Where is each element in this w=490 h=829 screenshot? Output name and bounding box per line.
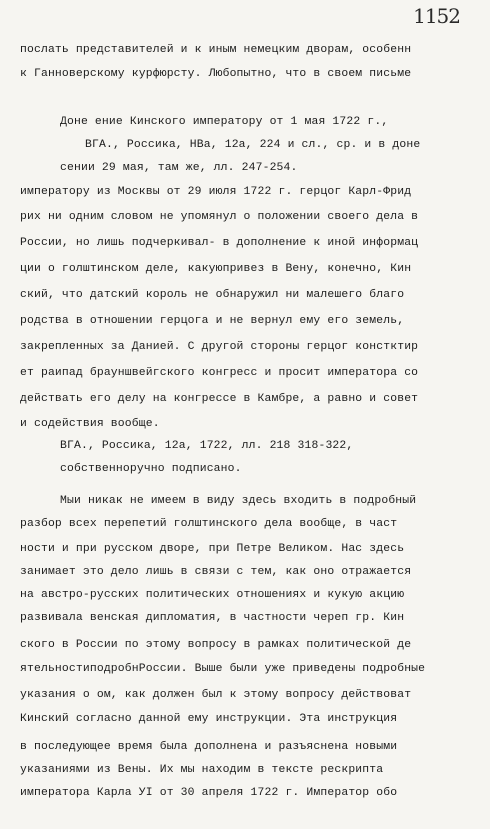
text-line: ского в России по этому вопросу в рамках политической де	[20, 639, 412, 651]
footnote-line: сении 29 мая, там же, лл. 247-254.	[60, 162, 298, 174]
text-line: закрепленных за Данией. С другой стороны герцог констктир	[20, 341, 419, 353]
text-line: развивала венская дипломатия, в частности череп гр. Кин	[20, 612, 405, 624]
text-line: указаниями из Вены. Их мы находим в тексте рескрипта	[20, 764, 384, 776]
text-line: ет раипад брауншвейгского конгресс и просит императора со	[20, 367, 419, 379]
text-line: на австро-русских политических отношениях и кукую акцию	[20, 589, 405, 601]
text-line: разбор всех перепетий голштинского дела вообще, в част	[20, 518, 398, 530]
footnote-line: ВГА., Россика, 12а, 1722, лл. 218 318-322,	[60, 440, 354, 452]
text-line: ности и при русском дворе, при Петре Великом. Нас здесь	[20, 543, 405, 555]
text-line: России, но лишь подчеркивал- в дополнение к иной информац	[20, 237, 419, 249]
text-line: императора Карла УІ от 30 апреля 1722 г. Император обо	[20, 787, 398, 799]
text-line: ции о голштинском деле, какуюпривез в Вену, конечно, Кин	[20, 263, 412, 275]
footnote-line: ВГА., Россика, НВа, 12а, 224 и сл., ср. и в доне	[85, 139, 421, 151]
text-line: ский, что датский король не обнаружил ни малешего благо	[20, 289, 405, 301]
text-line: действать его делу на конгрессе в Камбре, а равно и совет	[20, 393, 419, 405]
text-line: занимает это дело лишь в связи с тем, как оно отражается	[20, 566, 412, 578]
text-line: послать представителей и к иным немецким дворам, особенн	[20, 44, 412, 56]
text-line: и содействия вообще.	[20, 418, 160, 430]
text-line: указания о ом, как должен был к этому вопросу действоват	[20, 689, 412, 701]
page-number: 1152	[413, 4, 460, 28]
text-line: Мыи никак не имеем в виду здесь входить в подробный	[60, 495, 417, 507]
text-line: к Ганноверскому курфюрсту. Любопытно, что в своем письме	[20, 68, 412, 80]
footnote-line: собственноручно подписано.	[60, 463, 242, 475]
text-line: рих ни одним словом не упомянул о положении своего дела в	[20, 211, 419, 223]
text-line: ятельностиподробнРоссии. Выше были уже приведены подробные	[20, 663, 426, 675]
text-line: родства в отношении герцога и не вернул ему его земель,	[20, 315, 405, 327]
footnote-line: Доне ение Кинского императору от 1 мая 1722 г.,	[60, 116, 389, 128]
text-line: Кинский согласно данной ему инструкции. Эта инструкция	[20, 713, 398, 725]
text-line: императору из Москвы от 29 июля 1722 г. герцог Карл-Фрид	[20, 186, 412, 198]
text-line: в последующее время была дополнена и разъяснена новыми	[20, 741, 398, 753]
